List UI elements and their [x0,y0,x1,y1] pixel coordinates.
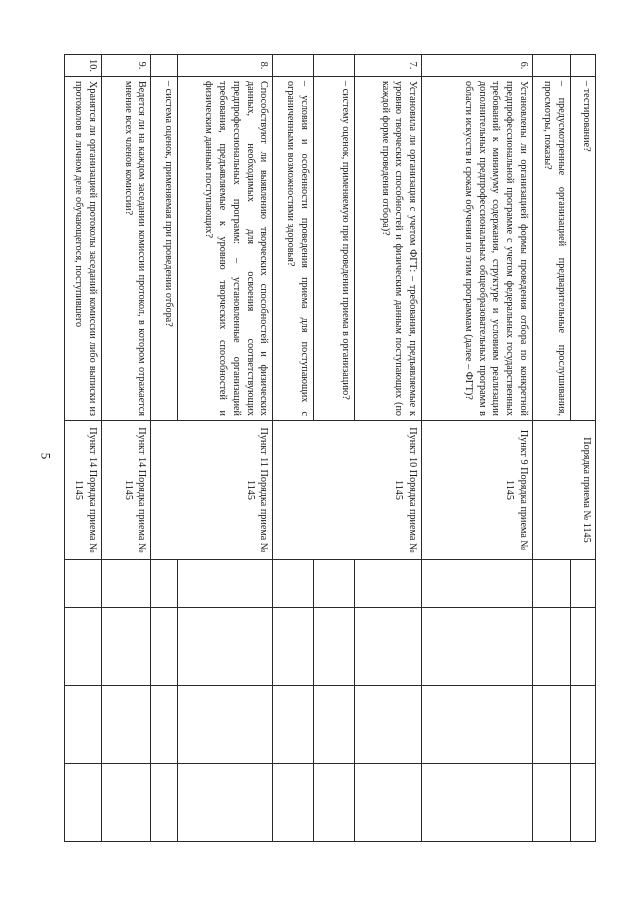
table-row [571,55,596,842]
answer-cell [151,560,178,608]
legal-reference: Пункт 14 Порядка приема № 1145 [101,421,151,560]
answer-cell [571,608,596,686]
answer-cell [571,686,596,764]
answer-cell [422,686,533,764]
answer-cell [532,608,570,686]
row-number [273,55,314,77]
answer-cell [571,560,596,608]
question-text: Способствуют ли выявлению творческих способностей и физических данных, необходимых для освоения соответствующих предпрофессиональных программ: – установленные организацией требования, предъявляемые к уровню творческих способностей и физическим данным поступающих? [178,77,273,421]
answer-cell [354,686,422,764]
answer-cell [273,764,314,842]
legal-reference: Пункт 9 Порядка приема № 1145 [422,421,533,560]
legal-reference: Пункт 10 Порядка приема № 1145 [273,421,422,560]
row-number: 7. [354,55,422,77]
table-row [65,55,102,842]
question-text: Ведется ли на каждом заседании комиссии протокол, в котором отражается мнение всех членов комиссии? [101,77,151,421]
table-row [422,55,533,842]
answer-cell [101,608,151,686]
legal-reference: Пункт 14 Порядка приема № 1145 [65,421,102,560]
row-number: 10. [65,55,102,77]
row-number [571,55,596,77]
question-text: – условия и особенности проведения приема для поступающих с ограниченными возможностями здоровья? [273,77,314,421]
row-number [532,55,570,77]
answer-cell [273,560,314,608]
legal-reference: Порядка приема № 1145 [532,421,595,560]
answer-cell [178,608,273,686]
answer-cell [313,560,354,608]
question-text: Установила ли организация с учетом ФГТ: – требования, предъявляемые к уровню творческих способностей и физическим данным поступающих (по каждой форме проведения отбора)? [354,77,422,421]
rotated-page-content [64,54,596,841]
question-text: Хранятся ли организацией протоколы заседаний комиссии либо выписки из протоколов в личном деле обучающегося, поступившего [65,77,102,421]
answer-cell [354,608,422,686]
answer-cell [313,686,354,764]
answer-cell [65,560,102,608]
row-number: 8. [178,55,273,77]
answer-cell [151,764,178,842]
table-row [101,55,151,842]
row-number: 6. [422,55,533,77]
answer-cell [532,764,570,842]
answer-cell [273,608,314,686]
answer-cell [151,686,178,764]
answer-cell [422,560,533,608]
checklist-table [64,54,596,842]
answer-cell [422,608,533,686]
answer-cell [101,686,151,764]
answer-cell [532,560,570,608]
page-number: 5 [38,452,54,460]
answer-cell [101,560,151,608]
question-text: – систему оценок, применяемую при проведении приема в организацию? [313,77,354,421]
answer-cell [178,686,273,764]
table-row [354,55,422,842]
legal-reference: Пункт 11 Порядка приема № 1145 [151,421,273,560]
row-number [151,55,178,77]
row-number: 9. [101,55,151,77]
question-text: Установлены ли организацией формы проведения отбора по конкретной предпрофессиональной программе с учетом федеральных государственных требований к минимуму содержания, структуре и условиям реализации дополнительных предпрофессиональных общеобразовательных программ в области искусств и срокам обучения по этим программам (далее – ФГТ)? [422,77,533,421]
answer-cell [571,764,596,842]
answer-cell [354,560,422,608]
answer-cell [65,686,102,764]
answer-cell [273,686,314,764]
answer-cell [178,560,273,608]
answer-cell [178,764,273,842]
question-text: – тестирование? [571,77,596,421]
answer-cell [532,686,570,764]
answer-cell [313,608,354,686]
question-text: – предусмотренные организацией предварительные прослушивания, просмотры, показы? [532,77,570,421]
answer-cell [101,764,151,842]
answer-cell [151,608,178,686]
answer-cell [313,764,354,842]
question-text: – система оценок, применяемая при проведении отбора? [151,77,178,421]
table-row [178,55,273,842]
answer-cell [354,764,422,842]
answer-cell [422,764,533,842]
answer-cell [65,764,102,842]
answer-cell [65,608,102,686]
row-number [313,55,354,77]
